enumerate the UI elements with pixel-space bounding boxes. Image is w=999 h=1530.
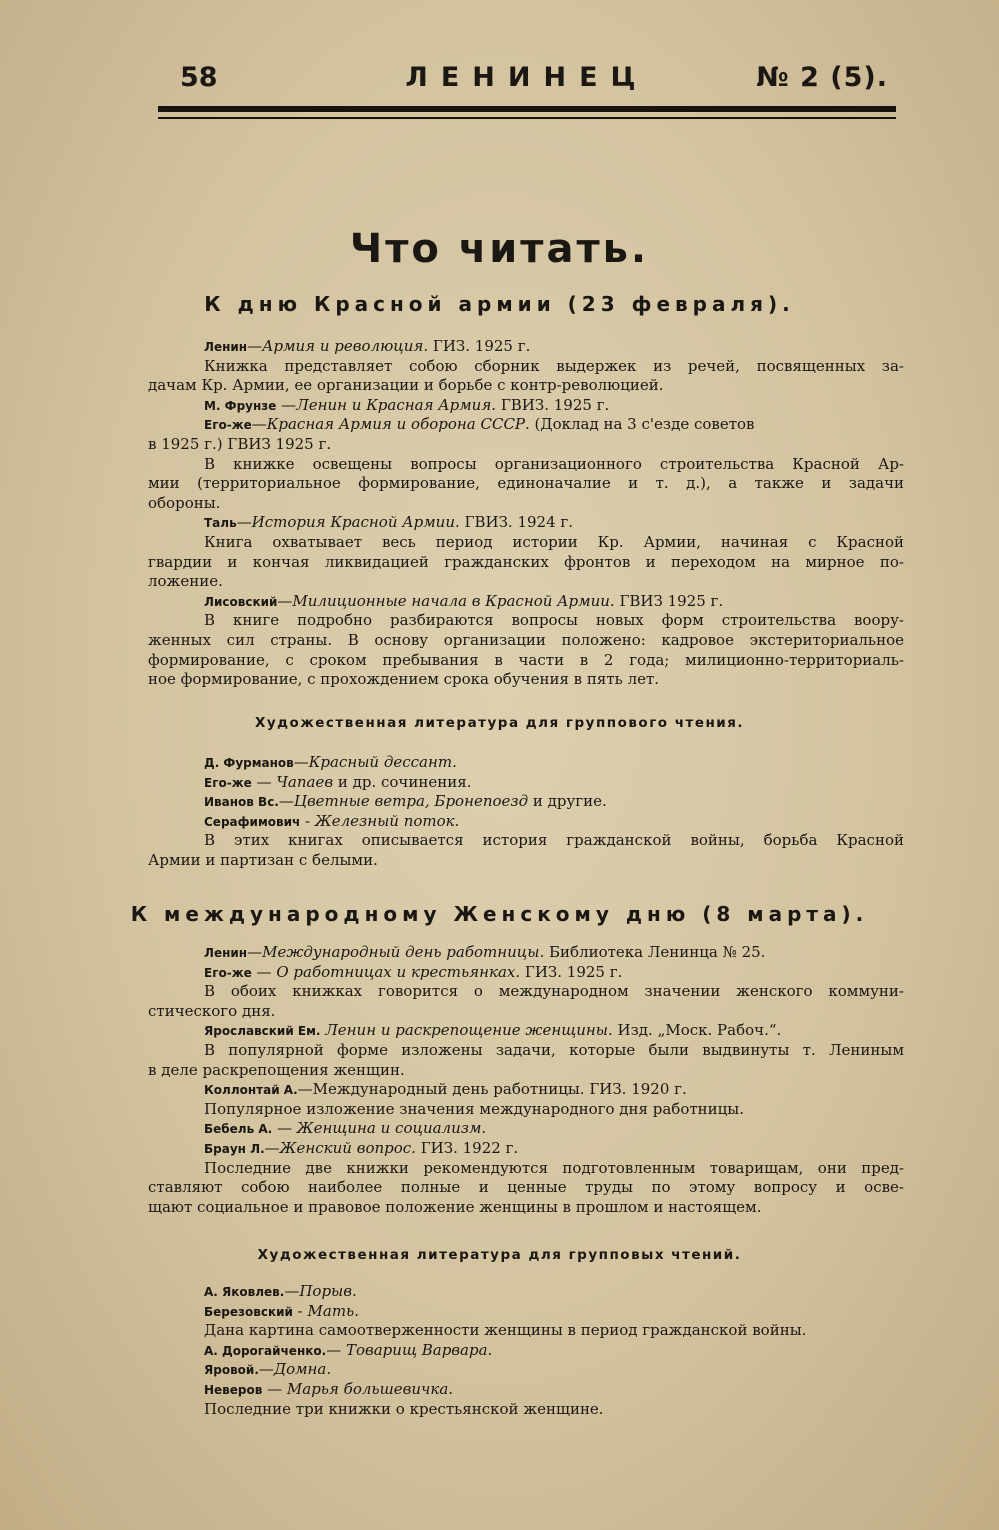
entry-author: А. Яковлев. xyxy=(204,1285,285,1299)
entry-separator: — xyxy=(251,415,267,434)
entry-publisher: Библиотека Ленинца № 25. xyxy=(544,943,766,961)
journal-title: ЛЕНИНЕЦ xyxy=(405,62,649,93)
entry-separator: — xyxy=(293,753,309,771)
description-line: Армии и партизан с белыми. xyxy=(148,850,378,869)
entry-title: Железный поток. xyxy=(314,811,460,830)
running-header xyxy=(158,62,896,102)
entry-author: Его-же xyxy=(204,965,252,980)
entry-author: Серафимович xyxy=(204,814,301,829)
entry-publisher: ГВИЗ 1925 г. xyxy=(614,591,724,610)
entry-title: Марья большевичка. xyxy=(286,1379,454,1398)
description-line: формирование, с сроком пребывания в части в 2 года; милиционно-территориаль- xyxy=(148,650,904,669)
description-line: Последние две книжки рекомендуются подготовленным товарищам, они пред- xyxy=(204,1158,904,1177)
entry-title: Чапаев xyxy=(276,772,334,791)
entry xyxy=(148,415,904,435)
entry xyxy=(148,1021,904,1041)
description-line: женных сил страны. В основу организации положено: кадровое экстериториальное xyxy=(148,630,904,649)
issue-number: № 2 (5). xyxy=(756,62,888,93)
entry-author: Иванов Вс. xyxy=(204,795,279,810)
section-fiction-group xyxy=(148,753,904,871)
entry-separator: — xyxy=(262,1379,287,1398)
section-fiction-women xyxy=(148,1282,904,1419)
description-line: обороны. xyxy=(148,493,221,512)
description-line: Дана картина самоотверженности женщины в период гражданской войны. xyxy=(204,1321,807,1340)
entry xyxy=(148,1282,904,1302)
entry-separator: — xyxy=(278,792,294,811)
entry-separator: — xyxy=(251,772,277,791)
entry-author: Бебель А. xyxy=(204,1122,273,1137)
entry-title: Ленин и раскрепощение женщины. xyxy=(325,1021,613,1040)
entry-title: Армия и революция. xyxy=(262,337,429,355)
entry xyxy=(148,592,904,612)
entry-author: Яровой. xyxy=(204,1363,259,1378)
entry xyxy=(148,1341,904,1361)
description-line: Книга охватывает весь период истории Кр. Армии, начиная с Красной xyxy=(204,532,904,551)
entry-separator: — xyxy=(247,337,263,355)
description-line: Популярное изложение значения международного дня работницы. xyxy=(204,1099,745,1118)
entry xyxy=(148,337,904,357)
entry-title: Международный день работницы. xyxy=(262,943,545,961)
entry-separator: — xyxy=(276,395,297,414)
entry-author: Лисовский xyxy=(204,594,278,609)
description-line: В книжке освещены вопросы организационного строительства Красной Ар- xyxy=(204,454,904,473)
entry xyxy=(148,812,904,832)
entry-title: Мать. xyxy=(307,1301,359,1320)
entry-title: Женщина и социализм. xyxy=(296,1119,487,1138)
description-line: В популярной форме изложены задачи, которые были выдвинуты т. Лениным xyxy=(204,1040,904,1059)
entry xyxy=(148,943,904,963)
entry-title: Домна. xyxy=(273,1360,332,1379)
description-line: Последние три книжки о крестьянской женщине. xyxy=(204,1399,604,1418)
description-line: дачам Кр. Армии, ее организации и борьбе с контр-революцией. xyxy=(148,376,664,395)
entry xyxy=(148,1080,904,1100)
entry-author: А. Дорогайченко. xyxy=(204,1343,327,1358)
entry-publisher: ГИЗ. 1922 г. xyxy=(415,1138,519,1157)
description-line: В этих книгах описывается история гражданской войны, борьба Красной xyxy=(204,831,904,850)
entry-author: Таль xyxy=(204,516,237,531)
entry xyxy=(148,1360,904,1380)
section-heading-fiction-women: Художественная литература для групповых чтений. xyxy=(257,1247,742,1263)
entry-publisher: (Доклад на 3 с'езде советов xyxy=(529,415,755,434)
entry-author: Ленин xyxy=(204,340,248,354)
entry-publisher: ГИЗ. 1925 г. xyxy=(520,962,623,981)
description-line: ное формирование, с прохождением срока обучения в пять лет. xyxy=(148,670,660,689)
section-heading-womens-day: К международному Женскому дню (8 марта). xyxy=(130,902,869,926)
entry-title: Порыв. xyxy=(299,1282,357,1300)
entry-title: Товарищ Варвара. xyxy=(345,1340,493,1359)
description-line: стического дня. xyxy=(148,1001,276,1020)
page-number: 58 xyxy=(180,62,218,93)
description-line: ложение. xyxy=(148,572,223,591)
entry-publisher: и другие. xyxy=(528,792,607,811)
entry-author: Березовский xyxy=(204,1304,293,1319)
entry-title: История Красной Армии. xyxy=(251,513,460,532)
description-line: ставляют собою наиболее полные и ценные труды по этому вопросу и осве- xyxy=(148,1178,904,1197)
page-title: Что читать. xyxy=(349,226,650,272)
section-red-army xyxy=(148,337,904,690)
description-line: В книге подробно разбираются вопросы новых форм строительства воору- xyxy=(204,611,904,630)
entry-author: Ярославский Ем. xyxy=(204,1024,321,1039)
entry xyxy=(148,1139,904,1159)
header-rule-thin xyxy=(158,117,896,119)
entry-title: Ленин и Красная Армия. xyxy=(296,395,497,414)
entry-separator: — xyxy=(247,943,263,961)
section-heading-red-army: К дню Красной армии (23 февраля). xyxy=(204,292,795,316)
entry-title: Женский вопрос. xyxy=(279,1138,416,1157)
entry-separator: — xyxy=(326,1340,346,1359)
entry-separator: — xyxy=(264,1138,280,1157)
entry xyxy=(148,1380,904,1400)
entry-separator: — xyxy=(258,1360,274,1379)
description-line: щают социальное и правовое положение женщины в прошлом и настоящем. xyxy=(148,1197,762,1216)
entry-author: Его-же xyxy=(204,418,252,433)
entry xyxy=(148,963,904,983)
entry-author: Его-же xyxy=(204,775,252,790)
entry xyxy=(148,753,904,773)
entry-publisher: ГВИЗ. 1924 г. xyxy=(459,513,574,532)
description-line: в деле раскрепощения женщин. xyxy=(148,1060,405,1079)
section-heading-fiction-group: Художественная литература для группового чтения. xyxy=(254,715,745,731)
entry-author: Д. Фурманов xyxy=(204,756,294,770)
entry-author: Браун Л. xyxy=(204,1141,265,1156)
entry-separator: — xyxy=(277,591,293,610)
entry-author: Неверов xyxy=(204,1382,263,1397)
entry-title: Красная Армия и оборона СССР. xyxy=(266,415,530,434)
entry-title: О работницах и крестьянках. xyxy=(276,962,521,981)
section-womens-day xyxy=(148,943,904,1217)
entry-title: Милиционные начала в Красной Армии. xyxy=(292,591,615,610)
header-rule-thick xyxy=(158,106,896,112)
entry xyxy=(148,773,904,793)
entry-publisher: ГВИЗ. 1925 г. xyxy=(496,395,610,414)
entry xyxy=(148,513,904,533)
entry-author: Коллонтай А. xyxy=(204,1083,298,1098)
entry-title: Цветные ветра, Бронепоезд xyxy=(293,792,529,811)
entry-separator: — xyxy=(236,513,252,532)
entry-author: М. Фрунзе xyxy=(204,398,277,413)
entry-title-and-publisher: —Международный день работницы. ГИЗ. 1920 г. xyxy=(297,1080,687,1099)
entry-title: Красный дессант. xyxy=(308,753,457,771)
description-line: гвардии и кончая ликвидацией гражданских фронтов и переходом на мирное по- xyxy=(148,552,904,571)
entry-separator: — xyxy=(284,1282,300,1300)
description-line: В обоих книжках говорится о международном значении женского коммуни- xyxy=(204,982,904,1001)
entry-continuation: в 1925 г.) ГВИЗ 1925 г. xyxy=(148,434,332,453)
entry-separator: - xyxy=(300,811,315,830)
entry-separator: - xyxy=(292,1301,308,1320)
entry-publisher: Изд. „Моск. Рабоч.“. xyxy=(612,1021,782,1040)
entry xyxy=(148,396,904,416)
entry xyxy=(148,792,904,812)
entry-publisher: ГИЗ. 1925 г. xyxy=(428,337,531,355)
description-line: мии (территориальное формирование, единоначалие и т. д.), а также и задачи xyxy=(148,474,904,493)
entry-separator: — xyxy=(251,962,277,981)
entry xyxy=(148,1119,904,1139)
description-line: Книжка представляет собою сборник выдержек из речей, посвященных за- xyxy=(204,356,904,375)
entry-separator: — xyxy=(272,1119,297,1138)
entry-publisher: и др. сочинения. xyxy=(333,772,472,791)
entry-author: Ленин xyxy=(204,946,248,960)
entry xyxy=(148,1302,904,1322)
